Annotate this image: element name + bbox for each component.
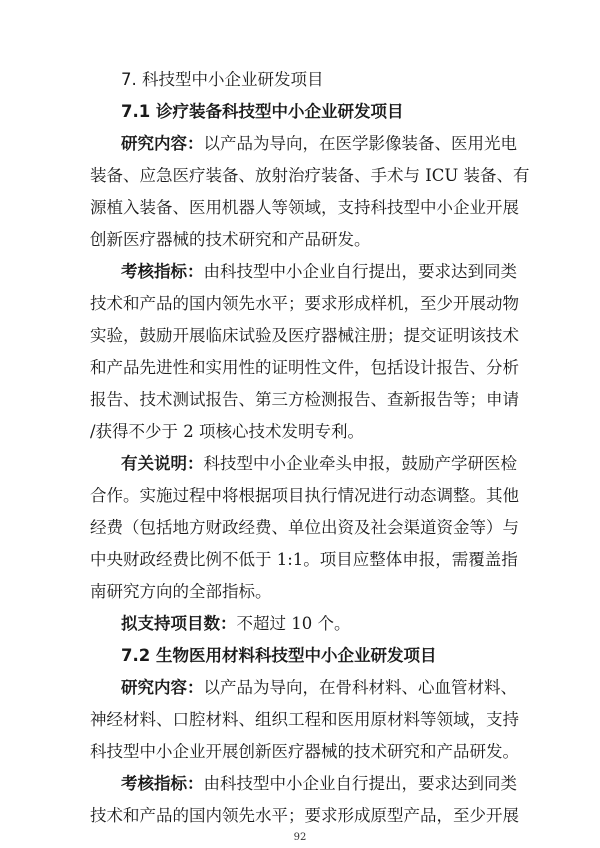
s71-assessment-line-6: /获得不少于 2 项核心技术发明专利。 — [90, 422, 365, 441]
s71-assessment-text-1: 由科技型中小企业自行提出，要求达到同类 — [203, 262, 517, 281]
s72-research-line-3: 科技型中小企业开展创新医疗器械的技术研究和产品研发。 — [90, 742, 519, 761]
s72-assessment-text-1: 由科技型中小企业自行提出，要求达到同类 — [203, 774, 517, 793]
s71-notes-line-4: 中央财政经费比例不低于 1:1。项目应整体申报，需覆盖指 — [90, 550, 518, 569]
s71-notes-text-1: 科技型中小企业牵头申报，鼓励产学研医检 — [203, 454, 517, 473]
s71-notes-line-2: 合作。实施过程中将根据项目执行情况进行动态调整。其他 — [90, 486, 519, 505]
s71-quota-label: 拟支持项目数： — [121, 614, 237, 633]
s71-notes-line-5: 南研究方向的全部指标。 — [90, 582, 272, 601]
s71-assessment-line-1 — [121, 262, 517, 282]
s71-research-line-1 — [121, 134, 517, 154]
s71-quota-line — [121, 614, 351, 634]
s72-research-line-1 — [121, 678, 517, 698]
s72-research-line-2: 神经材料、口腔材料、组织工程和医用原材料等领域，支持 — [90, 710, 519, 729]
s72-assessment-line-1 — [121, 774, 517, 794]
s71-assessment-line-4: 和产品先进性和实用性的证明性文件，包括设计报告、分析 — [90, 358, 519, 377]
s71-notes-label: 有关说明： — [121, 454, 204, 473]
s72-research-label: 研究内容： — [121, 678, 204, 697]
s71-quota-value: 不超过 10 个。 — [236, 614, 351, 633]
s71-research-line-2: 装备、应急医疗装备、放射治疗装备、手术与 ICU 装备、有 — [90, 166, 530, 185]
s71-notes-line-3: 经费（包括地方财政经费、单位出资及社会渠道资金等）与 — [90, 518, 519, 537]
s72-research-text-1: 以产品为导向，在骨科材料、心血管材料、 — [203, 678, 517, 697]
s71-assessment-line-2: 技术和产品的国内领先水平；要求形成样机，至少开展动物 — [90, 294, 519, 313]
s71-assessment-label: 考核指标： — [121, 262, 204, 281]
section-7-heading: 7. 科技型中小企业研发项目 — [121, 70, 324, 89]
s71-research-line-3: 源植入装备、医用机器人等领域，支持科技型中小企业开展 — [90, 198, 519, 217]
s71-research-line-4: 创新医疗器械的技术研究和产品研发。 — [90, 230, 371, 249]
s71-assessment-line-5: 报告、技术测试报告、第三方检测报告、查新报告等；申请 — [90, 390, 519, 409]
s71-research-label: 研究内容： — [121, 134, 204, 153]
s71-notes-line-1 — [121, 454, 517, 474]
page-number: 92 — [293, 832, 307, 843]
s71-research-text-1: 以产品为导向，在医学影像装备、医用光电 — [203, 134, 517, 153]
s72-assessment-line-2: 技术和产品的国内领先水平；要求形成原型产品，至少开展 — [90, 806, 519, 825]
s72-assessment-label: 考核指标： — [121, 774, 204, 793]
section-7-1-heading: 7.1 诊疗装备科技型中小企业研发项目 — [121, 102, 404, 121]
section-7-2-heading: 7.2 生物医用材料科技型中小企业研发项目 — [121, 646, 437, 665]
s71-assessment-line-3: 实验，鼓励开展临床试验及医疗器械注册；提交证明该技术 — [90, 326, 519, 345]
